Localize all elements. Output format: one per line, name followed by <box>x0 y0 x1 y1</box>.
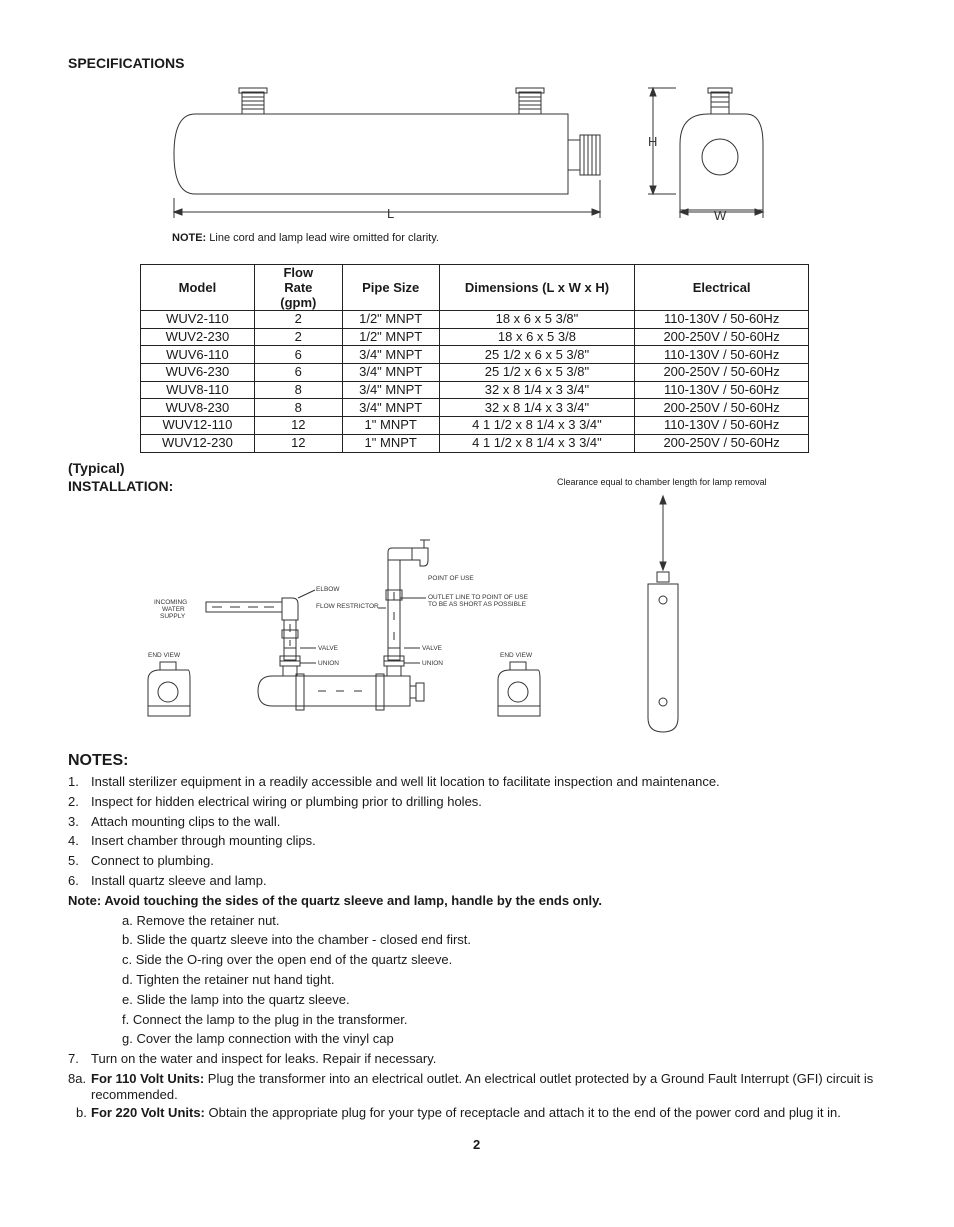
cell-model: WUV12-230 <box>141 434 255 452</box>
cell-model: WUV8-230 <box>141 399 255 417</box>
label-end-view-right: END VIEW <box>500 652 533 659</box>
cell-flow-rate: 6 <box>254 364 342 382</box>
table-row <box>141 434 809 452</box>
sub-step: e. Slide the lamp into the quartz sleeve. <box>122 991 350 1007</box>
sub-step: d. Tighten the retainer nut hand tight. <box>122 971 335 987</box>
cell-dimensions: 18 x 6 x 5 3/8" <box>439 311 635 329</box>
note-item <box>68 774 898 794</box>
cell-electrical: 110-130V / 50-60Hz <box>635 346 809 364</box>
cell-flow-rate: 2 <box>254 328 342 346</box>
note-number: b. <box>76 1104 87 1120</box>
label-flow-restrictor: FLOW RESTRICTOR <box>316 603 379 610</box>
specifications-table <box>140 264 809 453</box>
drawing-note <box>172 232 439 244</box>
note-text-110v <box>91 1071 891 1103</box>
note-text: Install quartz sleeve and lamp. <box>91 872 267 888</box>
label-point-of-use: POINT OF USE <box>428 575 474 582</box>
note-number: 4. <box>68 833 79 849</box>
header-flow-rate: Flow Rate (gpm) <box>254 265 342 311</box>
label-end-view-left: END VIEW <box>148 652 181 659</box>
cell-pipe-size: 1/2" MNPT <box>342 311 439 329</box>
note-text: Attach mounting clips to the wall. <box>91 813 281 829</box>
table-row <box>141 328 809 346</box>
note-item <box>68 833 898 853</box>
note-item <box>68 873 898 893</box>
note-item <box>68 853 898 873</box>
header-electrical: Electrical <box>635 265 809 311</box>
table-row <box>141 399 809 417</box>
table-row <box>141 364 809 382</box>
sterilizer-drawing <box>160 80 800 230</box>
sub-step: b. Slide the quartz sleeve into the chamber - closed end first. <box>122 932 472 948</box>
note-item-220v <box>68 1105 898 1125</box>
note-text: Turn on the water and inspect for leaks. Repair if necessary. <box>91 1051 437 1067</box>
installation-diagram <box>140 490 710 740</box>
specifications-heading: SPECIFICATIONS <box>68 55 185 71</box>
table-row <box>141 417 809 435</box>
header-pipe-size: Pipe Size <box>342 265 439 311</box>
header-dimensions: Dimensions (L x W x H) <box>439 265 635 311</box>
cell-electrical: 200-250V / 50-60Hz <box>635 434 809 452</box>
cell-electrical: 110-130V / 50-60Hz <box>635 417 809 435</box>
note-text-220v <box>91 1105 841 1121</box>
note-number: 5. <box>68 853 79 869</box>
cell-pipe-size: 3/4" MNPT <box>342 399 439 417</box>
notes-list <box>68 774 898 1125</box>
cell-dimensions: 25 1/2 x 6 x 5 3/8" <box>439 364 635 382</box>
drawing-note-label: NOTE: <box>172 232 207 244</box>
note-number: 8a. <box>68 1070 87 1086</box>
note-text: Connect to plumbing. <box>91 853 214 869</box>
cell-flow-rate: 6 <box>254 346 342 364</box>
label-incoming-1: INCOMING <box>154 599 188 606</box>
notes-heading: NOTES: <box>68 752 129 769</box>
sub-step: g. Cover the lamp connection with the vinyl cap <box>122 1031 394 1047</box>
label-outlet-2: TO BE AS SHORT AS POSSIBLE <box>428 601 526 608</box>
note-bold-label: For 220 Volt Units: <box>91 1104 205 1120</box>
clearance-label: Clearance equal to chamber length for lamp removal <box>557 477 767 487</box>
note-text: Install sterilizer equipment in a readily accessible and well lit location to facilitate inspection and maintenance. <box>91 774 720 789</box>
cell-pipe-size: 1" MNPT <box>342 434 439 452</box>
note-item-110v <box>68 1071 898 1105</box>
cell-electrical: 110-130V / 50-60Hz <box>635 311 809 329</box>
note-number: 1. <box>68 774 79 789</box>
cell-electrical: 200-250V / 50-60Hz <box>635 399 809 417</box>
label-valve-left: VALVE <box>318 645 338 652</box>
cell-flow-rate: 8 <box>254 381 342 399</box>
table-row <box>141 311 809 329</box>
cell-dimensions: 32 x 8 1/4 x 3 3/4" <box>439 381 635 399</box>
table-row <box>141 381 809 399</box>
cell-electrical: 200-250V / 50-60Hz <box>635 364 809 382</box>
label-valve-right: VALVE <box>422 645 442 652</box>
note-bold-label: For 110 Volt Units: <box>91 1070 205 1086</box>
cell-dimensions: 4 1 1/2 x 8 1/4 x 3 3/4" <box>439 434 635 452</box>
note-text: Inspect for hidden electrical wiring or plumbing prior to drilling holes. <box>91 793 482 809</box>
label-elbow: ELBOW <box>316 586 340 593</box>
note-text: Plug the transformer into an electrical outlet. An electrical outlet protected by a Ground Fault Interrupt (GFI) circuit is recommended. <box>91 1070 874 1102</box>
note-number: 6. <box>68 872 79 888</box>
installation-typical-label: (Typical) <box>68 460 125 476</box>
cell-electrical: 200-250V / 50-60Hz <box>635 328 809 346</box>
label-incoming-3: SUPPLY <box>160 613 186 620</box>
table-row <box>141 346 809 364</box>
dimension-label-length: L <box>387 206 395 221</box>
label-outlet-1: OUTLET LINE TO POINT OF USE <box>428 594 528 601</box>
cell-model: WUV2-110 <box>141 311 255 329</box>
note-item <box>68 814 898 834</box>
drawing-note-text: Line cord and lamp lead wire omitted for clarity. <box>206 232 439 244</box>
cell-pipe-size: 3/4" MNPT <box>342 364 439 382</box>
cell-electrical: 110-130V / 50-60Hz <box>635 381 809 399</box>
label-union-right: UNION <box>422 660 443 667</box>
cell-model: WUV2-230 <box>141 328 255 346</box>
sub-step: a. Remove the retainer nut. <box>122 912 280 928</box>
note-text: Insert chamber through mounting clips. <box>91 833 316 849</box>
cell-flow-rate: 2 <box>254 311 342 329</box>
dimension-label-height: H <box>648 134 658 149</box>
label-incoming-2: WATER <box>162 606 185 613</box>
sub-step: c. Side the O-ring over the open end of the quartz sleeve. <box>122 952 453 968</box>
cell-dimensions: 32 x 8 1/4 x 3 3/4" <box>439 399 635 417</box>
note-item <box>68 1051 898 1071</box>
warning-note: Note: Avoid touching the sides of the quartz sleeve and lamp, handle by the ends only. <box>68 892 603 908</box>
cell-dimensions: 25 1/2 x 6 x 5 3/8" <box>439 346 635 364</box>
cell-pipe-size: 1" MNPT <box>342 417 439 435</box>
cell-model: WUV12-110 <box>141 417 255 435</box>
cell-pipe-size: 3/4" MNPT <box>342 381 439 399</box>
cell-dimensions: 4 1 1/2 x 8 1/4 x 3 3/4" <box>439 417 635 435</box>
cell-flow-rate: 12 <box>254 417 342 435</box>
cell-model: WUV8-110 <box>141 381 255 399</box>
cell-model: WUV6-110 <box>141 346 255 364</box>
cell-flow-rate: 8 <box>254 399 342 417</box>
dimension-label-width: W <box>714 208 727 223</box>
cell-pipe-size: 3/4" MNPT <box>342 346 439 364</box>
sub-step: f. Connect the lamp to the plug in the transformer. <box>122 1011 408 1027</box>
note-number: 3. <box>68 813 79 829</box>
cell-dimensions: 18 x 6 x 5 3/8 <box>439 328 635 346</box>
label-union-left: UNION <box>318 660 339 667</box>
table-header-row <box>141 265 809 311</box>
note-number: 7. <box>68 1051 79 1067</box>
installation-title: INSTALLATION: <box>68 478 174 494</box>
cell-pipe-size: 1/2" MNPT <box>342 328 439 346</box>
header-model: Model <box>141 265 255 311</box>
note-text: Obtain the appropriate plug for your type of receptacle and attach it to the end of the power cord and plug it in. <box>204 1104 841 1120</box>
note-item <box>68 794 898 814</box>
cell-model: WUV6-230 <box>141 364 255 382</box>
page-number: 2 <box>473 1137 481 1152</box>
note-number: 2. <box>68 793 79 809</box>
cell-flow-rate: 12 <box>254 434 342 452</box>
